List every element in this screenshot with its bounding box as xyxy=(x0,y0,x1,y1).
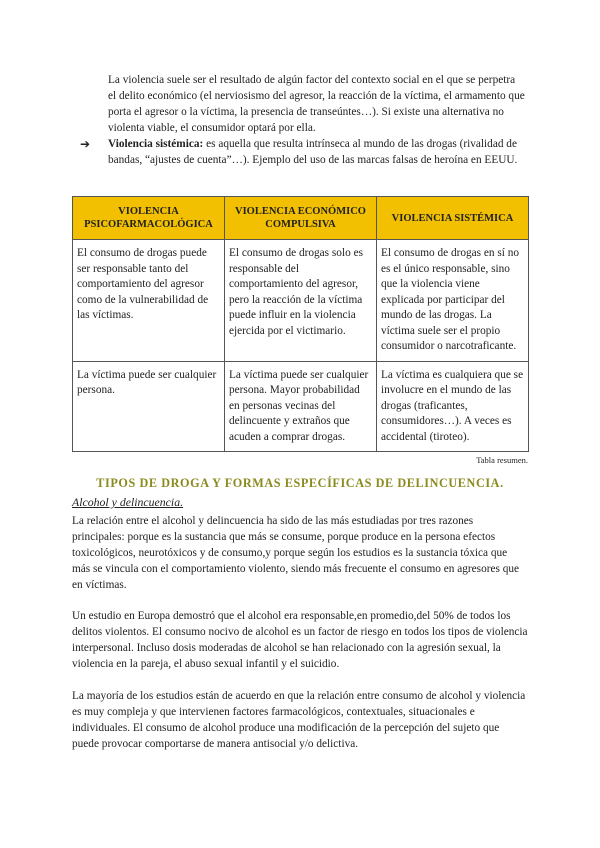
table-cell: La víctima es cualquiera que se involucre en el mundo de las drogas (traficantes, consumidores…). A veces es accidental (tiroteo). xyxy=(377,361,529,452)
body-paragraph-2: Un estudio en Europa demostró que el alcohol era responsable,en promedio,del 50% de todos los delitos violentos. El consumo nocivo de alcohol es un factor de riesgo en todos los tipos de violencia interpersonal. Incluso dosis moderadas de alcohol se han relacionado con la agresión sexual, la violencia en la pareja, el abuso sexual infantil y el suicidio. xyxy=(72,610,528,670)
table-cell: El consumo de drogas en sí no es el único responsable, sino que la violencia viene explicada por participar del mundo de las drogas. La víctima suele ser el propio consumidor o narcotraficante. xyxy=(377,240,529,362)
section-subheading: Alcohol y delincuencia. xyxy=(72,495,184,509)
arrow-bullet-icon: ➔ xyxy=(80,137,91,151)
table-cell: La víctima puede ser cualquier persona. Mayor probabilidad en personas vecinas del delincuente y extraños que acuden a comprar drogas. xyxy=(225,361,377,452)
intro-paragraph: La violencia suele ser el resultado de algún factor del contexto social en el que se perpetra el delito económico (el nerviosismo del agresor, la reacción de la víctima, el armamento que porta el agresor o la víctima, la presencia de transeúntes…). Si existe una alternativa no violenta viable, el consumidor optará por ella. xyxy=(108,74,525,134)
body-paragraph-1: La relación entre el alcohol y delincuencia ha sido de las más estudiadas por tres razones principales: porque es la sustancia que más se consume, porque produce en la persona efectos toxicológicos, neurotóxicos y de consumo,y porque según los estudios es la sustancia tóxica que más se vincula con el comportamiento violento, siendo más frecuente el consumo en agresores que en víctimas. xyxy=(72,515,520,591)
summary-table xyxy=(72,196,529,452)
table-row xyxy=(73,240,529,362)
bullet-systemic-violence xyxy=(80,136,526,168)
header-psychopharmacological: VIOLENCIA PSICOFARMACOLÓGICA xyxy=(73,197,225,240)
bullet-text: es aquella que resulta intrínseca al mundo de las drogas (rivalidad de bandas, “ajustes de cuenta”…). Ejemplo del uso de las marcas falsas de heroína en EEUU. xyxy=(108,138,518,166)
table-cell: El consumo de drogas puede ser responsable tanto del comportamiento del agresor como de la vulnerabilidad de las víctimas. xyxy=(73,240,225,362)
header-economic-compulsive: VIOLENCIA ECONÓMICO COMPULSIVA xyxy=(225,197,377,240)
header-systemic: VIOLENCIA SISTÉMICA xyxy=(377,197,529,240)
bullet-term: Violencia sistémica: xyxy=(108,138,204,150)
table-row xyxy=(73,361,529,452)
table-header-row xyxy=(73,197,529,240)
table-caption: Tabla resumen. xyxy=(476,455,528,465)
section-heading: TIPOS DE DROGA Y FORMAS ESPECÍFICAS DE DELINCUENCIA. xyxy=(96,476,504,490)
table-cell: La víctima puede ser cualquier persona. xyxy=(73,361,225,452)
body-paragraph-3: La mayoría de los estudios están de acuerdo en que la relación entre consumo de alcohol y violencia es muy compleja y que intervienen factores farmacológicos, contextuales, situacionales e individuales. El consumo de alcohol produce una modificación de la percepción del sujeto que puede provocar comportarse de manera antisocial y/o delictiva. xyxy=(72,690,526,750)
table-cell: El consumo de drogas solo es responsable del comportamiento del agresor, pero la reacción de la víctima puede influir en la violencia ejercida por el victimario. xyxy=(225,240,377,362)
